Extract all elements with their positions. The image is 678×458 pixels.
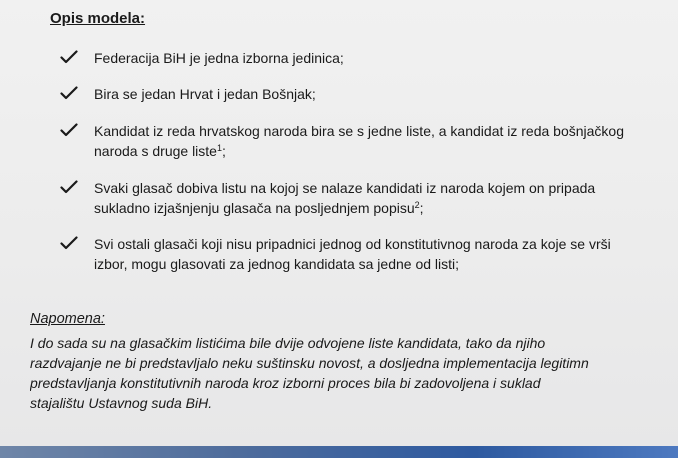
checkmark-icon <box>60 50 78 64</box>
bullet-line <box>94 141 624 161</box>
note-body <box>30 333 678 413</box>
accent-bar <box>0 446 678 458</box>
bullet-text <box>94 178 595 218</box>
bullet-line-text: sukladno izjašnjenju glasača na posljednjem popisu <box>94 200 415 216</box>
bullet-item <box>60 178 672 218</box>
checkmark-icon <box>60 123 78 137</box>
note-line: I do sada su na glasačkim listićima bile dvije odvojene liste kandidata, tako da njiho <box>30 335 546 351</box>
bullet-line-text: naroda s druge liste <box>94 143 217 159</box>
checkmark-icon <box>60 236 78 250</box>
bullet-text <box>94 84 316 104</box>
bullet-line: Svi ostali glasači koji nisu pripadnici jednog od konstitutivnog naroda za koje se vrši <box>94 236 611 252</box>
bullet-text <box>94 48 344 68</box>
note-line: razdvajanje ne bi predstavljalo neku suštinsku novost, a dosljedna implementacija legitimn <box>30 355 589 371</box>
bullet-text <box>94 234 611 274</box>
bullet-line-end: ; <box>419 200 424 216</box>
bullet-line: Bira se jedan Hrvat i jedan Bošnjak; <box>94 86 316 102</box>
bullet-item <box>60 48 672 68</box>
footnote-marker: 1 <box>216 143 222 153</box>
checkmark-icon <box>60 180 78 194</box>
bullet-line <box>94 198 595 218</box>
bullet-line: Kandidat iz reda hrvatskog naroda bira se s jedne liste, a kandidat iz reda bošnjačkog <box>94 123 624 139</box>
section-heading: Opis modela: <box>50 10 146 27</box>
bullet-line: izbor, mogu glasovati za jednog kandidata sa jedne od listi; <box>94 256 460 272</box>
bullet-item <box>60 234 672 274</box>
note-line: predstavljanja konstitutivnih naroda kroz izborni proces bila bi zadovoljena i suklad <box>30 375 541 391</box>
note-heading: Napomena: <box>30 311 105 327</box>
bullet-line-end: ; <box>221 143 226 159</box>
bullet-line: Federacija BiH je jedna izborna jedinica; <box>94 50 344 66</box>
bullet-item <box>60 84 672 104</box>
bullet-text <box>94 121 624 161</box>
footnote-marker: 2 <box>414 200 420 210</box>
bullet-item <box>60 121 672 161</box>
note-line: stajalištu Ustavnog suda BiH. <box>30 395 213 411</box>
checkmark-icon <box>60 86 78 100</box>
bullet-line: Svaki glasač dobiva listu na kojoj se nalaze kandidati iz naroda kojem on pripada <box>94 180 596 196</box>
